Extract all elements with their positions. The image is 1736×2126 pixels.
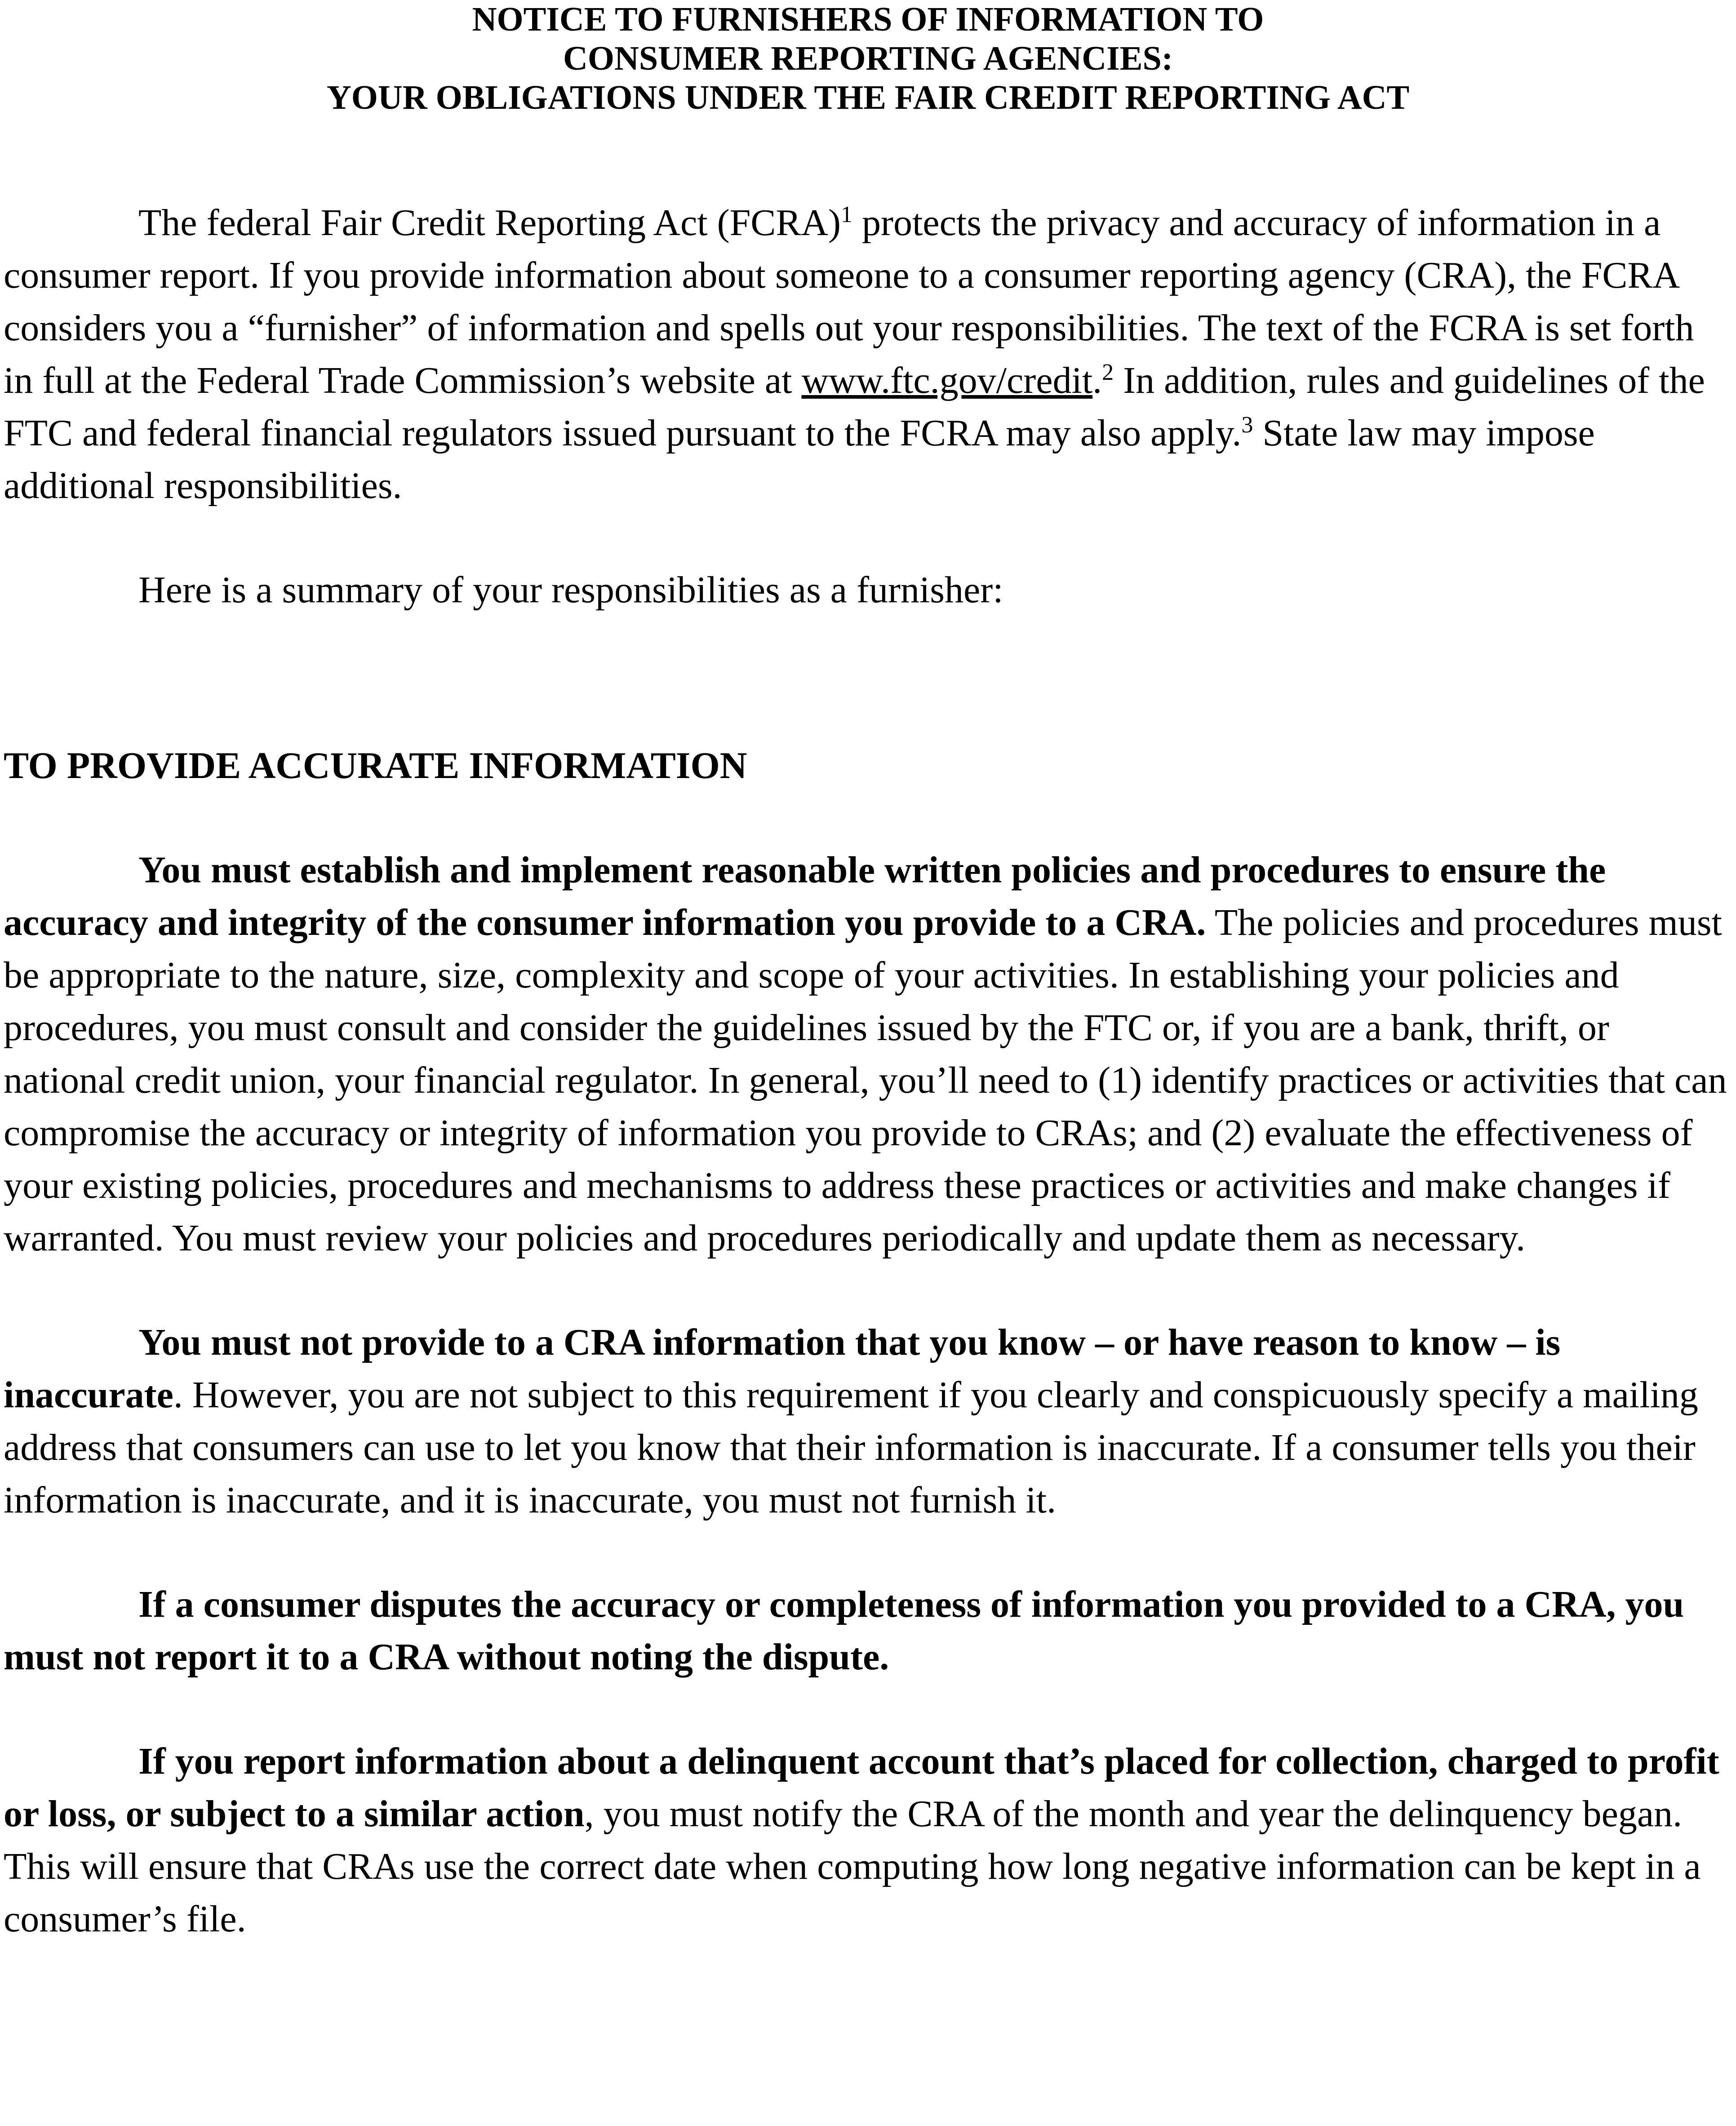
intro-text-d: In addition, rules and guidelines of the FTC and federal financial regulators issued pursuant to the FCRA may also apply. — [4, 360, 1705, 454]
footnote-ref-3[interactable]: 3 — [1241, 412, 1253, 438]
section-heading: TO PROVIDE ACCURATE INFORMATION — [4, 745, 747, 787]
intro-text-b: protects the privacy and accuracy of information in a consumer report. If you provide information about someone to a consumer reporting agency (CRA), the FCRA considers you a “furnisher” of information and spells out your responsibilities. The text of the FCRA is set forth in full at the Federal Trade Commission’s website at — [4, 202, 1694, 401]
intro-text-e: State law may impose additional responsibilities. — [4, 412, 1595, 507]
inaccurate-text: . However, you are not subject to this requirement if you clearly and conspicuously specify a mailing address that consumers can use to let you know that their information is inaccurate. If a consumer tells you their information is inaccurate, and it is inaccurate, you must not furnish it. — [4, 1374, 1698, 1521]
title-line-2: CONSUMER REPORTING AGENCIES: — [563, 40, 1173, 77]
delinquent-text: , you must notify the CRA of the month and year the delinquency began. This will ensure that CRAs use the correct date when computing how long negative information can be kept in a consumer’s file. — [4, 1793, 1701, 1940]
title-line-1: NOTICE TO FURNISHERS OF INFORMATION TO — [472, 0, 1264, 38]
inaccurate-info-paragraph — [4, 1316, 1732, 1526]
dispute-paragraph — [4, 1578, 1732, 1683]
policies-text: The policies and procedures must be appropriate to the nature, size, complexity and scope of your activities. In establishing your policies and procedures, you must consult and consider the guidelines issued by the FTC or, if you are a bank, thrift, or national credit union, your financial regulator. In general, you’ll need to (1) identify practices or activities that can compromise the accuracy or integrity of information you provide to CRAs; and (2) evaluate the effectiveness of your existing policies, procedures and mechanisms to address these practices or activities and make changes if warranted. You must review your policies and procedures periodically and update them as necessary. — [4, 902, 1727, 1259]
dispute-bold-text: If a consumer disputes the accuracy or completeness of information you provided to a CRA, you must not report it to a CRA without noting the dispute. — [4, 1583, 1684, 1678]
ftc-credit-link[interactable]: www.ftc.gov/credit — [801, 360, 1093, 401]
delinquent-bold-text: If you report information about a delinquent account that’s placed for collection, charged to profit or loss, or subject to a similar action — [4, 1740, 1719, 1835]
intro-text-a: The federal Fair Credit Reporting Act (FCRA) — [138, 202, 841, 244]
footnote-ref-1[interactable]: 1 — [840, 202, 852, 227]
delinquent-account-paragraph — [4, 1735, 1732, 1945]
intro-paragraph — [4, 196, 1732, 512]
notice-title — [4, 0, 1732, 117]
policies-paragraph — [4, 844, 1732, 1264]
footnote-ref-2[interactable]: 2 — [1102, 360, 1114, 385]
intro-text-c: . — [1092, 360, 1102, 401]
title-line-3: YOUR OBLIGATIONS UNDER THE FAIR CREDIT REPORTING ACT — [326, 79, 1410, 116]
policies-bold-text: You must establish and implement reasonable written policies and procedures to ensure the accuracy and integrity of the consumer information you provide to a CRA. — [4, 849, 1606, 943]
inaccurate-bold-text: You must not provide to a CRA information that you know – or have reason to know – is inaccurate — [4, 1321, 1561, 1416]
summary-intro-paragraph: Here is a summary of your responsibilities as a furnisher: — [138, 569, 1003, 611]
